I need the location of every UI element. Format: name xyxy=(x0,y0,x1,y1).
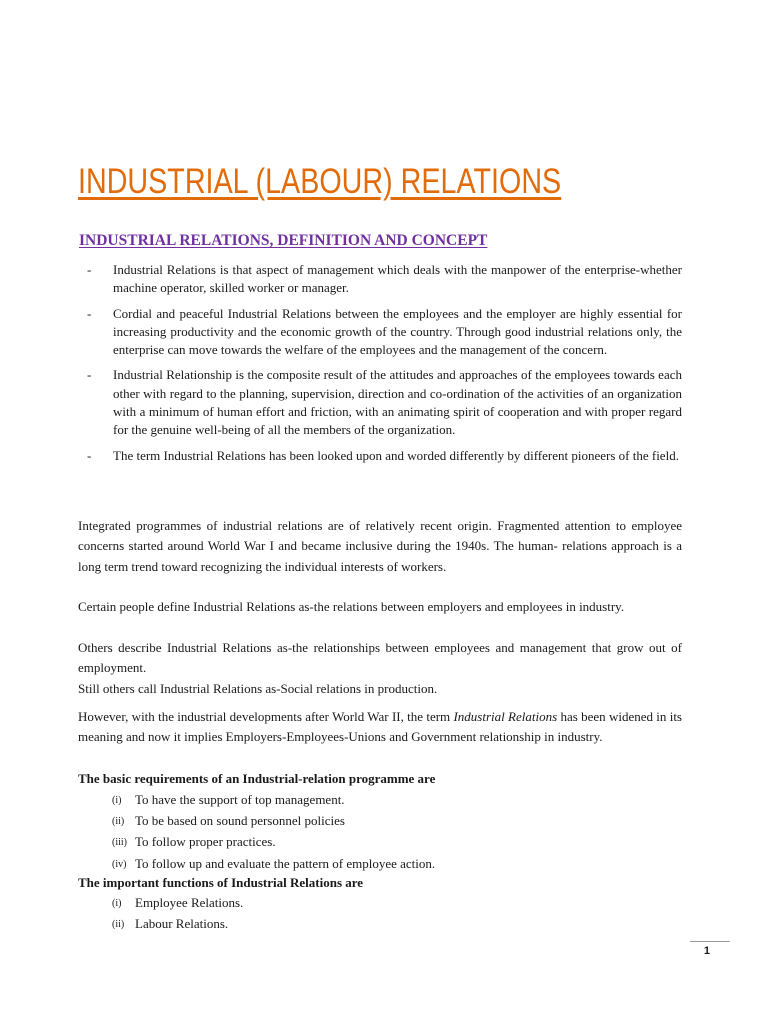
item-number: (ii) xyxy=(112,919,125,931)
functions-heading: The important functions of Industrial Relations are xyxy=(78,875,364,890)
page-number: 1 xyxy=(703,945,710,957)
however-italic-term: Industrial Relations xyxy=(453,709,558,724)
bullet-text: The term Industrial Relations has been looked upon and worded differently by different pioneers of the field. xyxy=(113,447,679,463)
item-text: To be based on sound personnel policies xyxy=(135,813,345,829)
bullet-marker: - xyxy=(87,305,92,321)
item-number: (iii) xyxy=(112,837,127,849)
function-item xyxy=(112,893,243,914)
item-text: To follow up and evaluate the pattern of employee action. xyxy=(135,855,436,871)
however-text-end: has been widened in its meaning and now it implies Employers-Employees-Unions and Government relationship in industry. xyxy=(78,709,682,745)
bullet-text: Cordial and peaceful Industrial Relations between the employees and the employer are highly essential for increasing productivity and the economic growth of the country. Through good industrial relations only, the enterprise can move towards the welfare of the employees and the management of the concern. xyxy=(113,305,682,358)
item-text: To have the support of top management. xyxy=(135,792,345,807)
bullet-item xyxy=(78,366,682,439)
requirements-list xyxy=(112,790,435,875)
item-number: (iv) xyxy=(112,858,127,870)
item-text: Employee Relations. xyxy=(135,895,244,910)
bullet-item xyxy=(78,261,682,298)
footer-divider xyxy=(690,941,730,942)
requirements-heading: The basic requirements of an Industrial-relation programme are xyxy=(78,771,436,786)
bullet-text: Industrial Relationship is the composite result of the attitudes and approaches of the employees towards each other with regard to the planning, supervision, direction and co-ordination of the activities of an organization with a minimum of human effort and friction, with an animating spirit of cooperation and with proper regard for the genuine well-being of all the members of the organization. xyxy=(113,367,682,438)
however-text-start: However, with the industrial developments after World War II, the term xyxy=(78,709,454,724)
paragraph-origin: Integrated programmes of industrial relations are of relatively recent origin. Fragmented attention to employee concerns started around World War I and became inclusive during the 1940s. The human- relations approach is a long term trend toward recognizing the individual interests of workers. xyxy=(78,518,682,574)
bullet-item xyxy=(78,447,682,465)
functions-list xyxy=(112,893,243,935)
paragraph-definition-2: Others describe Industrial Relations as-the relationships between employees and management that grow out of employment. xyxy=(78,640,682,676)
bullet-marker: - xyxy=(87,447,92,463)
section-subtitle: INDUSTRIAL RELATIONS, DEFINITION AND CONCEPT xyxy=(79,232,488,249)
bullet-list xyxy=(78,261,682,472)
item-number: (i) xyxy=(112,795,122,806)
bullet-text: Industrial Relations is that aspect of management which deals with the manpower of the enterprise-whether machine operator, skilled worker or manager. xyxy=(113,262,682,296)
requirement-item xyxy=(112,811,435,832)
document-title: INDUSTRIAL (LABOUR) RELATIONS xyxy=(78,162,562,201)
paragraph-definition-3: Still others call Industrial Relations as-Social relations in production. xyxy=(78,681,438,696)
bullet-item xyxy=(78,305,682,360)
item-text: To follow proper practices. xyxy=(135,834,276,850)
item-number: (i) xyxy=(112,898,122,909)
bullet-marker: - xyxy=(87,367,92,383)
requirement-item xyxy=(112,832,435,853)
function-item xyxy=(112,914,243,935)
bullet-marker: - xyxy=(87,262,92,277)
paragraph-however xyxy=(78,707,682,748)
item-number: (ii) xyxy=(112,816,125,828)
requirement-item xyxy=(112,790,435,811)
paragraph-definition-1: Certain people define Industrial Relations as-the relations between employers and employees in industry. xyxy=(78,599,625,614)
requirement-item xyxy=(112,854,435,875)
item-text: Labour Relations. xyxy=(135,916,229,932)
